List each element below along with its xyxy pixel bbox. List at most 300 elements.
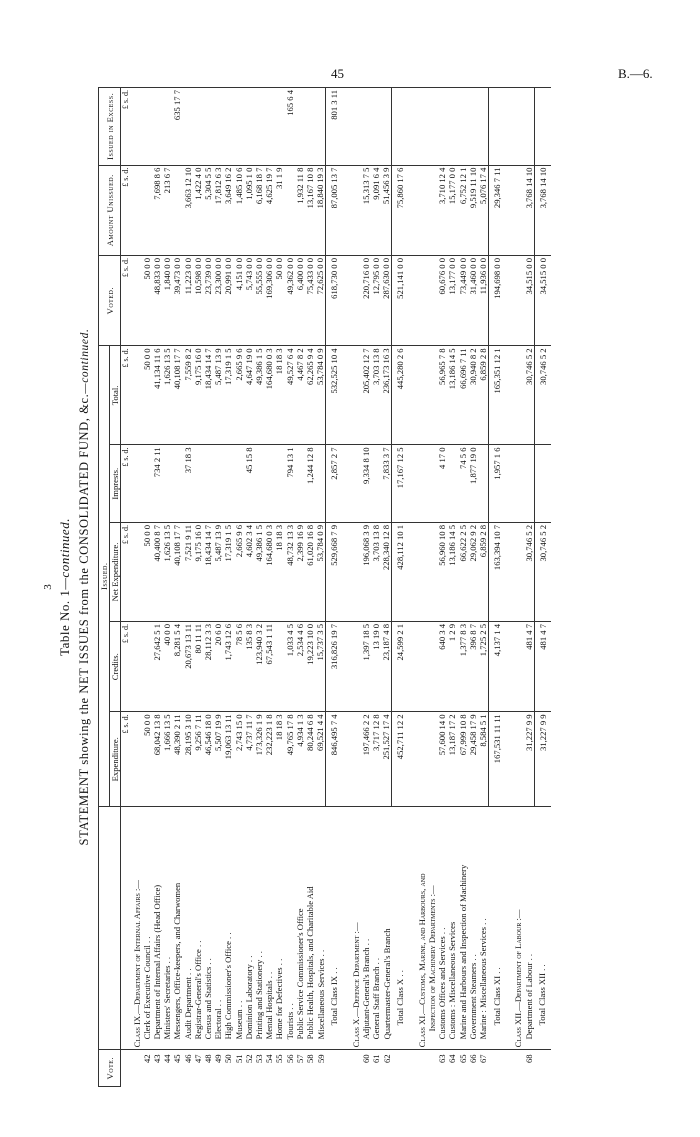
amount-cell: 4,137 1 4 bbox=[489, 621, 506, 711]
amount-cell: 3,768 14 10 bbox=[524, 165, 535, 255]
row-description: Dominion Laboratory . . bbox=[244, 807, 254, 1050]
amount-cell bbox=[132, 712, 142, 807]
unit-label: £ s. d. bbox=[121, 522, 132, 621]
amount-cell bbox=[264, 445, 274, 523]
amount-cell: 56,960 10 8 bbox=[437, 522, 447, 621]
vote-number bbox=[489, 1050, 506, 1087]
section-spacer bbox=[505, 88, 513, 1087]
amount-cell: 164,680 0 3 bbox=[264, 346, 274, 445]
amount-cell bbox=[513, 522, 523, 621]
amount-cell: 55,555 0 0 bbox=[254, 255, 264, 345]
amount-cell bbox=[264, 88, 274, 166]
amount-cell: 67,543 1 11 bbox=[264, 621, 274, 711]
amount-cell bbox=[371, 445, 381, 523]
amount-cell bbox=[371, 88, 381, 166]
amount-cell: 220,716 0 0 bbox=[361, 255, 371, 345]
amount-cell bbox=[458, 88, 468, 166]
amount-cell bbox=[361, 88, 371, 166]
amount-cell: 2,534 4 6 bbox=[295, 621, 305, 711]
table-row bbox=[234, 88, 244, 1087]
amount-cell: 74 5 6 bbox=[458, 445, 468, 523]
row-description: Class X.—Defence Department :— bbox=[351, 807, 361, 1050]
vote-number: 48 bbox=[203, 1050, 213, 1087]
row-description: Clerk of Executive Council . . bbox=[142, 807, 152, 1050]
amount-cell bbox=[513, 255, 523, 345]
amount-cell: 8,281 5 4 bbox=[172, 621, 182, 711]
vote-number: 62 bbox=[381, 1050, 392, 1087]
vote-number: 44 bbox=[162, 1050, 172, 1087]
vote-number bbox=[513, 1050, 523, 1087]
amount-cell: 13 19 0 bbox=[371, 621, 381, 711]
amount-cell bbox=[305, 88, 315, 166]
vote-number bbox=[534, 1050, 551, 1087]
table-row bbox=[274, 88, 284, 1087]
amount-cell: 251,527 17 4 bbox=[381, 712, 392, 807]
vote-number: 63 bbox=[437, 1050, 447, 1087]
vote-number: 47 bbox=[193, 1050, 203, 1087]
amount-cell: 49,386 1 5 bbox=[254, 346, 264, 445]
amount-cell bbox=[427, 165, 437, 255]
units-row bbox=[121, 88, 132, 1087]
amount-cell: 1,932 11 8 bbox=[295, 165, 305, 255]
amount-cell: 29,346 7 11 bbox=[489, 165, 506, 255]
amount-cell bbox=[513, 621, 523, 711]
amount-cell: 3,717 12 8 bbox=[371, 712, 381, 807]
amount-cell: 3,710 12 4 bbox=[437, 165, 447, 255]
amount-cell: 66,622 2 5 bbox=[458, 522, 468, 621]
row-description: Ministers' Secretaries . . bbox=[162, 807, 172, 1050]
table-row bbox=[361, 88, 371, 1087]
table-number-label: Table No. 1 bbox=[57, 589, 72, 656]
amount-cell: 31,460 0 0 bbox=[468, 255, 478, 345]
amount-cell: 49,362 0 0 bbox=[285, 255, 295, 345]
amount-cell: 8,584 5 1 bbox=[478, 712, 489, 807]
amount-cell: 3,663 12 10 bbox=[183, 165, 193, 255]
amount-cell: 9,519 11 10 bbox=[468, 165, 478, 255]
section-spacer bbox=[409, 88, 417, 1087]
amount-cell bbox=[285, 165, 295, 255]
header-issued-in-excess: Issued in Excess. bbox=[99, 88, 121, 166]
table-row bbox=[305, 88, 315, 1087]
amount-cell: 640 3 4 bbox=[437, 621, 447, 711]
amount-cell: 13,167 10 8 bbox=[305, 165, 315, 255]
row-description: Class XI.—Customs, Marine, and Harbours, and bbox=[417, 807, 427, 1050]
amount-cell: 31 1 9 bbox=[274, 165, 284, 255]
amount-cell: 1,957 1 6 bbox=[489, 445, 506, 523]
amount-cell bbox=[417, 712, 427, 807]
amount-cell: 194,698 0 0 bbox=[489, 255, 506, 345]
amount-cell bbox=[351, 255, 361, 345]
amount-cell: 31,227 9 9 bbox=[524, 712, 535, 807]
amount-cell: 72,625 0 0 bbox=[315, 255, 326, 345]
unit-label: £ s. d. bbox=[121, 445, 132, 523]
amount-cell: 3,703 13 8 bbox=[371, 522, 381, 621]
amount-cell: 11,223 0 0 bbox=[183, 255, 193, 345]
vote-number: 52 bbox=[244, 1050, 254, 1087]
amount-cell: 40,400 8 7 bbox=[152, 522, 162, 621]
amount-cell bbox=[132, 621, 142, 711]
amount-cell: 4,934 1 3 bbox=[295, 712, 305, 807]
amount-cell: 30,746 5 2 bbox=[534, 522, 551, 621]
statement-continued: —continued. bbox=[79, 328, 91, 394]
amount-cell: 80 11 11 bbox=[193, 621, 203, 711]
amount-cell: 167,531 11 11 bbox=[489, 712, 506, 807]
amount-cell: 445,280 2 6 bbox=[392, 346, 409, 445]
table-row bbox=[295, 88, 305, 1087]
amount-cell: 53,784 0 9 bbox=[315, 522, 326, 621]
amount-cell bbox=[193, 445, 203, 523]
amount-cell bbox=[417, 522, 427, 621]
amount-cell: 428,112 10 1 bbox=[392, 522, 409, 621]
amount-cell: 12,795 0 0 bbox=[371, 255, 381, 345]
header-vote: Vote. bbox=[99, 1050, 121, 1087]
amount-cell: 18,840 19 3 bbox=[315, 165, 326, 255]
vote-number: 50 bbox=[223, 1050, 233, 1087]
report-reference: B.—6. bbox=[618, 66, 653, 81]
amount-cell: 316,826 19 7 bbox=[326, 621, 343, 711]
vote-number: 57 bbox=[295, 1050, 305, 1087]
vote-number: 49 bbox=[213, 1050, 223, 1087]
amount-cell: 80,244 6 8 bbox=[305, 712, 315, 807]
amount-cell bbox=[315, 445, 326, 523]
amount-cell: 48,833 0 0 bbox=[152, 255, 162, 345]
amount-cell: 173,326 1 9 bbox=[254, 712, 264, 807]
section-spacer bbox=[343, 88, 351, 1087]
amount-cell: 163,394 10 7 bbox=[489, 522, 506, 621]
amount-cell: 66,696 7 11 bbox=[458, 346, 468, 445]
amount-cell: 30,746 5 2 bbox=[524, 522, 535, 621]
amount-cell: 19,223 10 0 bbox=[305, 621, 315, 711]
row-description: Adjutant-General's Branch . . bbox=[361, 807, 371, 1050]
row-description: Class IX.—Department of Internal Affairs :— bbox=[132, 807, 142, 1050]
table-row bbox=[193, 88, 203, 1087]
amount-cell: 228,340 12 8 bbox=[381, 522, 392, 621]
amount-cell: 53,784 0 9 bbox=[315, 346, 326, 445]
amount-cell: 20 6 0 bbox=[213, 621, 223, 711]
amount-cell: 87,005 13 7 bbox=[326, 165, 343, 255]
row-description: Mental Hospitals . . bbox=[264, 807, 274, 1050]
amount-cell: 24,599 2 1 bbox=[392, 621, 409, 711]
amount-cell: 19,063 13 11 bbox=[223, 712, 233, 807]
amount-cell: 5,743 0 0 bbox=[244, 255, 254, 345]
amount-cell: 2,857 2 7 bbox=[326, 445, 343, 523]
row-description: Public Health, Hospitals, and Charitable Aid bbox=[305, 807, 315, 1050]
vote-number: 58 bbox=[305, 1050, 315, 1087]
amount-cell: 46,546 18 0 bbox=[203, 712, 213, 807]
unit-label: £ s. d. bbox=[121, 165, 132, 255]
amount-cell: 61,020 16 8 bbox=[305, 522, 315, 621]
class-heading-row bbox=[513, 88, 523, 1087]
vote-number: 56 bbox=[285, 1050, 295, 1087]
header-credits: Credits. bbox=[110, 621, 121, 711]
vote-number: 66 bbox=[468, 1050, 478, 1087]
header-description bbox=[99, 807, 121, 1050]
row-description: Department of Internal Affairs (Head Office) bbox=[152, 807, 162, 1050]
amount-cell: 618,730 0 0 bbox=[326, 255, 343, 345]
amount-cell: 50 0 0 bbox=[142, 712, 152, 807]
amount-cell: 49,386 1 5 bbox=[254, 522, 264, 621]
table-row bbox=[254, 88, 264, 1087]
header-net-expenditure: Net Expenditure. bbox=[110, 522, 121, 621]
amount-cell: 75,860 17 6 bbox=[392, 165, 409, 255]
row-description: High Commissioner's Office . . bbox=[223, 807, 233, 1050]
amount-cell bbox=[427, 255, 437, 345]
vote-number: 61 bbox=[371, 1050, 381, 1087]
vote-number: 64 bbox=[447, 1050, 457, 1087]
amount-cell: 135 8 3 bbox=[244, 621, 254, 711]
amount-cell: 213 6 7 bbox=[162, 165, 172, 255]
amount-cell bbox=[417, 255, 427, 345]
amount-cell: 56,965 7 8 bbox=[437, 346, 447, 445]
amount-cell: 13,187 17 2 bbox=[447, 712, 457, 807]
amount-cell: 1,666 13 5 bbox=[162, 712, 172, 807]
amount-cell: 29,458 17 9 bbox=[468, 712, 478, 807]
amount-cell: 5,487 13 9 bbox=[213, 346, 223, 445]
amount-cell bbox=[351, 712, 361, 807]
class-heading-row bbox=[427, 88, 437, 1087]
row-description: Marine : Miscellaneous Services . . bbox=[478, 807, 489, 1050]
page-number: 45 bbox=[331, 66, 344, 81]
amount-cell: 2,743 15 0 bbox=[234, 712, 244, 807]
vote-number bbox=[392, 1050, 409, 1087]
header-amount-unissued: Amount Unissued. bbox=[99, 165, 121, 255]
amount-cell bbox=[223, 88, 233, 166]
amount-cell: 7,521 9 11 bbox=[183, 522, 193, 621]
table-row bbox=[172, 88, 182, 1087]
table-row bbox=[447, 88, 457, 1087]
amount-cell: 20,673 13 11 bbox=[183, 621, 193, 711]
amount-cell: 1,095 1 0 bbox=[244, 165, 254, 255]
amount-cell: 1,626 13 5 bbox=[162, 522, 172, 621]
amount-cell: 13,177 0 0 bbox=[447, 255, 457, 345]
amount-cell bbox=[513, 346, 523, 445]
header-voted: Voted. bbox=[99, 255, 121, 345]
vote-number: 59 bbox=[315, 1050, 326, 1087]
net-issues-table bbox=[98, 87, 551, 1087]
table-row bbox=[244, 88, 254, 1087]
amount-cell: 521,141 0 0 bbox=[392, 255, 409, 345]
total-label: Total Class XI . . bbox=[489, 807, 506, 1050]
amount-cell bbox=[274, 88, 284, 166]
amount-cell: 48,732 13 3 bbox=[285, 522, 295, 621]
amount-cell bbox=[213, 88, 223, 166]
row-description: General Staff Branch . . bbox=[371, 807, 381, 1050]
amount-cell: 30,746 5 2 bbox=[524, 346, 535, 445]
amount-cell: 67,999 10 8 bbox=[458, 712, 468, 807]
amount-cell: 11,936 0 0 bbox=[478, 255, 489, 345]
amount-cell: 4,737 11 7 bbox=[244, 712, 254, 807]
total-label: Total Class XII . . bbox=[534, 807, 551, 1050]
amount-cell bbox=[183, 88, 193, 166]
amount-cell: 6,859 2 8 bbox=[478, 522, 489, 621]
header-imprests: Imprests. bbox=[110, 445, 121, 523]
amount-cell: 1,743 12 6 bbox=[223, 621, 233, 711]
amount-cell bbox=[172, 165, 182, 255]
row-description: Registrar-General's Office . . bbox=[193, 807, 203, 1050]
amount-cell bbox=[142, 621, 152, 711]
amount-cell bbox=[427, 522, 437, 621]
amount-cell: 10,598 0 0 bbox=[193, 255, 203, 345]
amount-cell: 3,703 13 8 bbox=[371, 346, 381, 445]
amount-cell bbox=[534, 445, 551, 523]
amount-cell: 34,515 0 0 bbox=[534, 255, 551, 345]
amount-cell: 1,377 8 3 bbox=[458, 621, 468, 711]
superscript-mark: 3 bbox=[42, 584, 54, 590]
amount-cell: 18 18 3 bbox=[274, 712, 284, 807]
row-description: Quartermaster-General's Branch bbox=[381, 807, 392, 1050]
amount-cell bbox=[132, 165, 142, 255]
amount-cell: 13,186 14 5 bbox=[447, 346, 457, 445]
amount-cell: 41,134 11 6 bbox=[152, 346, 162, 445]
amount-cell: 2,399 16 9 bbox=[295, 522, 305, 621]
amount-cell: 73,449 0 0 bbox=[458, 255, 468, 345]
amount-cell bbox=[132, 346, 142, 445]
amount-cell: 635 17 7 bbox=[172, 88, 182, 166]
table-row bbox=[437, 88, 447, 1087]
amount-cell: 452,711 12 2 bbox=[392, 712, 409, 807]
amount-cell: 801 3 11 bbox=[326, 88, 343, 166]
amount-cell: 17,812 6 3 bbox=[213, 165, 223, 255]
amount-cell: 794 13 1 bbox=[285, 445, 295, 523]
amount-cell: 4,602 3 4 bbox=[244, 522, 254, 621]
amount-cell: 9,175 16 0 bbox=[193, 522, 203, 621]
unit-label: £ s. d. bbox=[121, 712, 132, 807]
class-heading-row bbox=[417, 88, 427, 1087]
amount-cell: 28,195 3 10 bbox=[183, 712, 193, 807]
amount-cell: 734 2 11 bbox=[152, 445, 162, 523]
class-heading-row bbox=[132, 88, 142, 1087]
amount-cell: 287,630 0 0 bbox=[381, 255, 392, 345]
amount-cell: 6,859 2 8 bbox=[478, 346, 489, 445]
amount-cell bbox=[427, 88, 437, 166]
amount-cell: 5,304 5 5 bbox=[203, 165, 213, 255]
amount-cell: 5,076 17 4 bbox=[478, 165, 489, 255]
amount-cell bbox=[351, 445, 361, 523]
amount-cell bbox=[254, 445, 264, 523]
table-row bbox=[162, 88, 172, 1087]
row-description: Museum . . bbox=[234, 807, 244, 1050]
amount-cell: 50 0 0 bbox=[142, 346, 152, 445]
table-row bbox=[524, 88, 535, 1087]
amount-cell: 1,485 10 6 bbox=[234, 165, 244, 255]
amount-cell bbox=[513, 165, 523, 255]
amount-cell: 30,746 5 2 bbox=[534, 346, 551, 445]
unit-label: £ s. d. bbox=[121, 88, 132, 166]
amount-cell bbox=[142, 165, 152, 255]
amount-cell: 196,068 3 9 bbox=[361, 522, 371, 621]
amount-cell bbox=[427, 621, 437, 711]
row-description: Miscellaneous Services . . bbox=[315, 807, 326, 1050]
amount-cell bbox=[417, 445, 427, 523]
table-row bbox=[315, 88, 326, 1087]
amount-cell: 34,515 0 0 bbox=[524, 255, 535, 345]
amount-cell bbox=[478, 445, 489, 523]
row-description: Printing and Stationery . . bbox=[254, 807, 264, 1050]
amount-cell: 23,187 4 8 bbox=[381, 621, 392, 711]
amount-cell: 165 6 4 bbox=[285, 88, 295, 166]
table-row bbox=[203, 88, 213, 1087]
amount-cell: 1,626 13 5 bbox=[162, 346, 172, 445]
amount-cell: 78 5 6 bbox=[234, 621, 244, 711]
row-description: Tourists . . bbox=[285, 807, 295, 1050]
amount-cell bbox=[132, 255, 142, 345]
class-heading-row bbox=[351, 88, 361, 1087]
amount-cell: 236,173 16 3 bbox=[381, 346, 392, 445]
amount-cell: 31,227 9 9 bbox=[534, 712, 551, 807]
table-row bbox=[458, 88, 468, 1087]
table-row bbox=[285, 88, 295, 1087]
amount-cell bbox=[351, 621, 361, 711]
amount-cell bbox=[427, 445, 437, 523]
amount-cell: 15,737 3 5 bbox=[315, 621, 326, 711]
row-description: Department of Labour . . bbox=[524, 807, 535, 1050]
amount-cell: 28,112 3 3 bbox=[203, 621, 213, 711]
amount-cell: 1,033 4 5 bbox=[285, 621, 295, 711]
amount-cell bbox=[142, 88, 152, 166]
unit-label: £ s. d. bbox=[121, 346, 132, 445]
amount-cell bbox=[513, 712, 523, 807]
vote-number: 45 bbox=[172, 1050, 182, 1087]
amount-cell bbox=[427, 712, 437, 807]
amount-cell bbox=[203, 445, 213, 523]
amount-cell bbox=[447, 445, 457, 523]
amount-cell: 123,940 3 2 bbox=[254, 621, 264, 711]
amount-cell bbox=[132, 445, 142, 523]
vote-number: 55 bbox=[274, 1050, 284, 1087]
amount-cell: 27,642 5 1 bbox=[152, 621, 162, 711]
vote-number: 54 bbox=[264, 1050, 274, 1087]
amount-cell: 50 0 0 bbox=[274, 255, 284, 345]
vote-number: 68 bbox=[524, 1050, 535, 1087]
amount-cell: 68,042 13 8 bbox=[152, 712, 162, 807]
amount-cell: 40,108 17 7 bbox=[172, 346, 182, 445]
amount-cell: 481 4 7 bbox=[534, 621, 551, 711]
amount-cell: 29,062 9 2 bbox=[468, 522, 478, 621]
amount-cell: 205,402 12 7 bbox=[361, 346, 371, 445]
table-row bbox=[142, 88, 152, 1087]
vote-number: 51 bbox=[234, 1050, 244, 1087]
amount-cell: 4,647 19 0 bbox=[244, 346, 254, 445]
amount-cell bbox=[132, 88, 142, 166]
amount-cell bbox=[223, 445, 233, 523]
vote-number: 42 bbox=[142, 1050, 152, 1087]
amount-cell: 18,434 14 7 bbox=[203, 522, 213, 621]
row-description: Messengers, Office-keepers, and Charwomen bbox=[172, 807, 182, 1050]
vote-number bbox=[326, 1050, 343, 1087]
amount-cell: 45 15 8 bbox=[244, 445, 254, 523]
total-label: Total Class IX . . bbox=[326, 807, 343, 1050]
amount-cell: 4,467 8 2 bbox=[295, 346, 305, 445]
table-row bbox=[478, 88, 489, 1087]
amount-cell: 481 4 7 bbox=[524, 621, 535, 711]
amount-cell bbox=[162, 445, 172, 523]
amount-cell: 9,091 6 4 bbox=[371, 165, 381, 255]
vote-number bbox=[132, 1050, 142, 1087]
amount-cell: 169,306 0 0 bbox=[264, 255, 274, 345]
vote-number bbox=[417, 1050, 427, 1087]
amount-cell: 17,167 12 5 bbox=[392, 445, 409, 523]
amount-cell: 23,739 0 0 bbox=[203, 255, 213, 345]
amount-cell bbox=[437, 88, 447, 166]
table-row bbox=[381, 88, 392, 1087]
amount-cell bbox=[489, 88, 506, 166]
table-row bbox=[223, 88, 233, 1087]
amount-cell bbox=[468, 88, 478, 166]
amount-cell bbox=[193, 88, 203, 166]
amount-cell bbox=[534, 88, 551, 166]
amount-cell bbox=[351, 522, 361, 621]
amount-cell: 30,940 8 2 bbox=[468, 346, 478, 445]
